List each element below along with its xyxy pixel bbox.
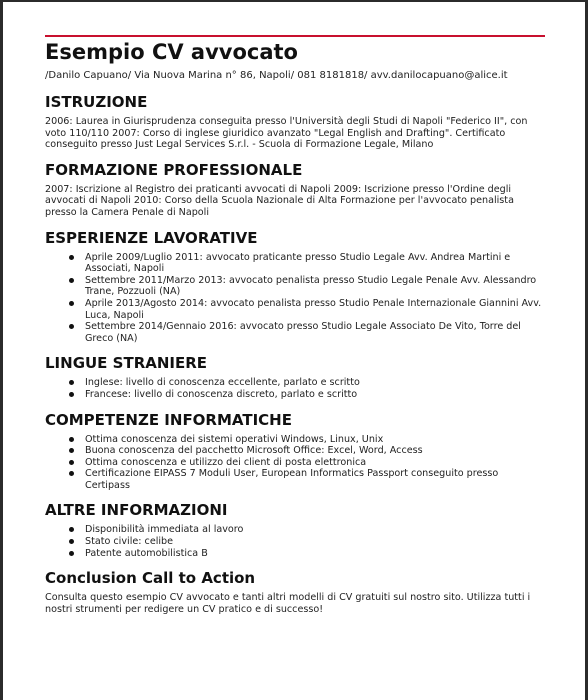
list-item: Settembre 2014/Gennaio 2016: avvocato presso Studio Legale Associato De Vito, Torre del Greco (NA) (85, 321, 545, 344)
list-item: Aprile 2009/Luglio 2011: avvocato praticante presso Studio Legale Avv. Andrea Martini e Associati, Napoli (85, 252, 545, 275)
altre-list (45, 524, 545, 559)
esperienze-list (45, 252, 545, 345)
conclusion-text: Consulta questo esempio CV avvocato e tanti altri modelli di CV gratuiti sul nostro sito. Utilizza tutti i nostri strumenti per redigere un CV pratico e di successo! (45, 592, 531, 615)
section-heading-conclusion: Conclusion Call to Action (45, 569, 256, 588)
accent-line (45, 35, 545, 37)
list-item: Stato civile: celibe (85, 536, 545, 548)
list-item: Ottima conoscenza e utilizzo dei client di posta elettronica (85, 457, 545, 469)
list-item: Disponibilità immediata al lavoro (85, 524, 545, 536)
list-item: Francese: livello di conoscenza discreto, parlato e scritto (85, 389, 545, 401)
list-item: Ottima conoscenza dei sistemi operativi Windows, Linux, Unix (85, 434, 545, 446)
competenze-list (45, 434, 545, 492)
section-heading-competenze: COMPETENZE INFORMATICHE (45, 410, 292, 429)
section-heading-lingue: LINGUE STRANIERE (45, 354, 208, 373)
section-heading-istruzione: ISTRUZIONE (45, 93, 148, 111)
list-item: Inglese: livello di conoscenza eccellente, parlato e scritto (85, 377, 545, 389)
istruzione-text: 2006: Laurea in Giurisprudenza conseguita presso l'Università degli Studi di Napoli "Federico II", con voto 110/110 2007: Corso di inglese giuridico avanzato "Legal English and Drafting". Certificato conseguito presso Just Legal Services S.r.l. - Scuola di Formazione Legale, Milano (45, 116, 528, 151)
list-item: Aprile 2013/Agosto 2014: avvocato penalista presso Studio Penale Internazionale Giannini Avv. Luca, Napoli (85, 298, 545, 321)
page-title: Esempio CV avvocato (45, 40, 298, 64)
list-item: Certificazione EIPASS 7 Moduli User, European Informatics Passport conseguito presso Certipass (85, 468, 545, 491)
list-item: Buona conoscenza del pacchetto Microsoft Office: Excel, Word, Access (85, 445, 545, 457)
contact-line: /Danilo Capuano/ Via Nuova Marina n° 86, Napoli/ 081 8181818/ avv.danilocapuano@alice.it (45, 70, 508, 81)
section-heading-altre: ALTRE INFORMAZIONI (45, 501, 228, 520)
formazione-text: 2007: Iscrizione al Registro dei praticanti avvocati di Napoli 2009: Iscrizione presso l'Ordine degli avvocati di Napoli 2010: Corso della Scuola Nazionale di Alta Formazione per l'avvocato penalista presso la Camera Penale di Napoli (45, 183, 514, 218)
list-item: Patente automobilistica B (85, 548, 545, 560)
section-heading-formazione: FORMAZIONE PROFESSIONALE (45, 160, 303, 179)
lingue-list (45, 377, 545, 400)
list-item: Settembre 2011/Marzo 2013: avvocato penalista presso Studio Legale Penale Avv. Alessandro Trane, Pozzuoli (NA) (85, 275, 545, 298)
section-heading-esperienze: ESPERIENZE LAVORATIVE (45, 228, 258, 247)
